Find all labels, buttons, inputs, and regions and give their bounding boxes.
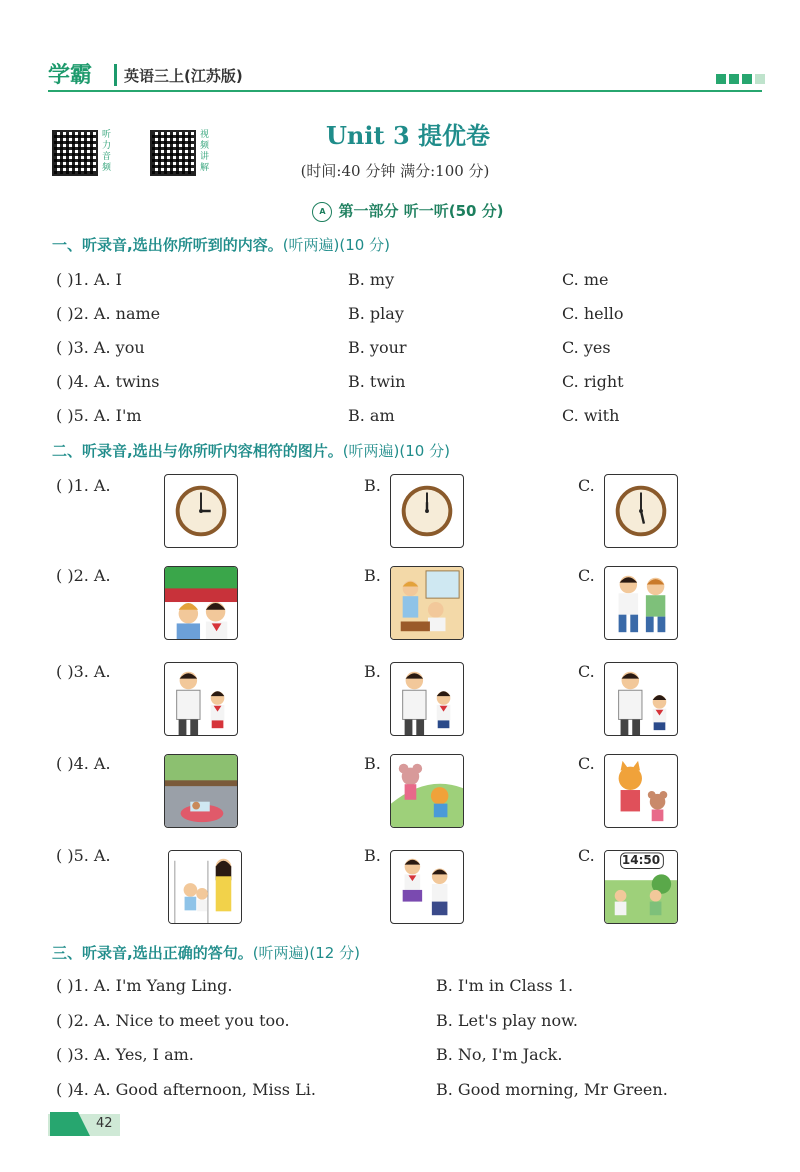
s3-item-2-b: B. Let's play now.	[436, 1011, 578, 1030]
s1-item-5-b: B. am	[348, 406, 395, 425]
s1-item-3-b: B. your	[348, 338, 407, 357]
time-score-info: (时间:40 分钟 满分:100 分)	[300, 162, 490, 180]
header-square	[716, 74, 726, 84]
scene-picture-4b[interactable]	[390, 754, 464, 828]
scene-picture-3a[interactable]	[164, 662, 238, 736]
section2-title: 二、听录音,选出与你所听内容相符的图片。	[52, 442, 343, 460]
section3-heading	[52, 942, 360, 963]
s2-row4-label: ( )4. A.	[56, 754, 111, 773]
scene-picture-5b[interactable]	[390, 850, 464, 924]
section3-note: (听两遍)(12 分)	[252, 944, 360, 962]
brand-logo: 学霸	[48, 63, 93, 88]
header-separator	[114, 64, 117, 86]
s2-row2-b: B.	[364, 566, 381, 585]
s2-row5-label: ( )5. A.	[56, 846, 111, 865]
s2-row5-b: B.	[364, 846, 381, 865]
s1-item-4-b: B. twin	[348, 372, 406, 391]
clock-picture-c[interactable]	[604, 474, 678, 548]
header-square	[755, 74, 765, 84]
s2-row3-label: ( )3. A.	[56, 662, 111, 681]
s2-row1-label: ( )1. A.	[56, 476, 111, 495]
scene-picture-2b[interactable]	[390, 566, 464, 640]
scene-picture-4a[interactable]	[164, 754, 238, 828]
s2-row5-c: C.	[578, 846, 595, 865]
s2-row2-label: ( )2. A.	[56, 566, 111, 585]
section2-heading	[52, 440, 450, 461]
s1-item-4-c: C. right	[562, 372, 624, 391]
s2-row1-c: C.	[578, 476, 595, 495]
scene-picture-2a[interactable]	[164, 566, 238, 640]
s2-row3-c: C.	[578, 662, 595, 681]
s3-item-1-b: B. I'm in Class 1.	[436, 976, 574, 995]
scene-picture-2c[interactable]	[604, 566, 678, 640]
s1-item-3-c: C. yes	[562, 338, 611, 357]
s1-item-5-c: C. with	[562, 406, 620, 425]
s2-row3-b: B.	[364, 662, 381, 681]
clock-picture-b[interactable]	[390, 474, 464, 548]
s3-item-3-b: B. No, I'm Jack.	[436, 1045, 563, 1064]
scene-picture-5a[interactable]	[168, 850, 242, 924]
section3-title: 三、听录音,选出正确的答句。	[52, 944, 253, 962]
scene-picture-3c[interactable]	[604, 662, 678, 736]
digital-clock-label: 14:50	[621, 853, 661, 867]
page-number: 42	[96, 1116, 113, 1131]
s3-item-2-a: ( )2. A. Nice to meet you too.	[56, 1011, 290, 1030]
s2-row4-b: B.	[364, 754, 381, 773]
s1-item-2-b: B. play	[348, 304, 404, 323]
section2-note: (听两遍)(10 分)	[342, 442, 450, 460]
section1-heading	[52, 234, 390, 255]
scene-picture-3b[interactable]	[390, 662, 464, 736]
s3-item-1-a: ( )1. A. I'm Yang Ling.	[56, 976, 233, 995]
s1-item-2-c: C. hello	[562, 304, 624, 323]
qr-label-video: 视频讲解	[200, 130, 210, 173]
s1-item-2-a: ( )2. A. name	[56, 304, 161, 323]
s2-row4-c: C.	[578, 754, 595, 773]
s1-item-1-b: B. my	[348, 270, 395, 289]
header-rule	[48, 90, 762, 92]
part-heading	[0, 200, 800, 222]
s1-item-4-a: ( )4. A. twins	[56, 372, 160, 391]
book-title: 英语三上(江苏版)	[124, 67, 243, 85]
s2-row1-b: B.	[364, 476, 381, 495]
header-square	[742, 74, 752, 84]
qr-label-audio: 听力音频	[102, 130, 112, 173]
s1-item-1-c: C. me	[562, 270, 609, 289]
page-title: Unit 3 提优卷	[326, 121, 490, 150]
header-square	[729, 74, 739, 84]
s3-item-3-a: ( )3. A. Yes, I am.	[56, 1045, 194, 1064]
clock-picture-a[interactable]	[164, 474, 238, 548]
section1-note: (听两遍)(10 分)	[282, 236, 390, 254]
s1-item-1-a: ( )1. A. I	[56, 270, 122, 289]
listen-icon: A	[312, 202, 332, 222]
section1-title: 一、听录音,选出你所听到的内容。	[52, 236, 283, 254]
s1-item-5-a: ( )5. A. I'm	[56, 406, 142, 425]
scene-picture-4c[interactable]	[604, 754, 678, 828]
s3-item-4-b: B. Good morning, Mr Green.	[436, 1080, 668, 1099]
s3-item-4-a: ( )4. A. Good afternoon, Miss Li.	[56, 1080, 316, 1099]
s1-item-3-a: ( )3. A. you	[56, 338, 145, 357]
s2-row2-c: C.	[578, 566, 595, 585]
part-label: 第一部分 听一听(50 分)	[338, 202, 504, 220]
